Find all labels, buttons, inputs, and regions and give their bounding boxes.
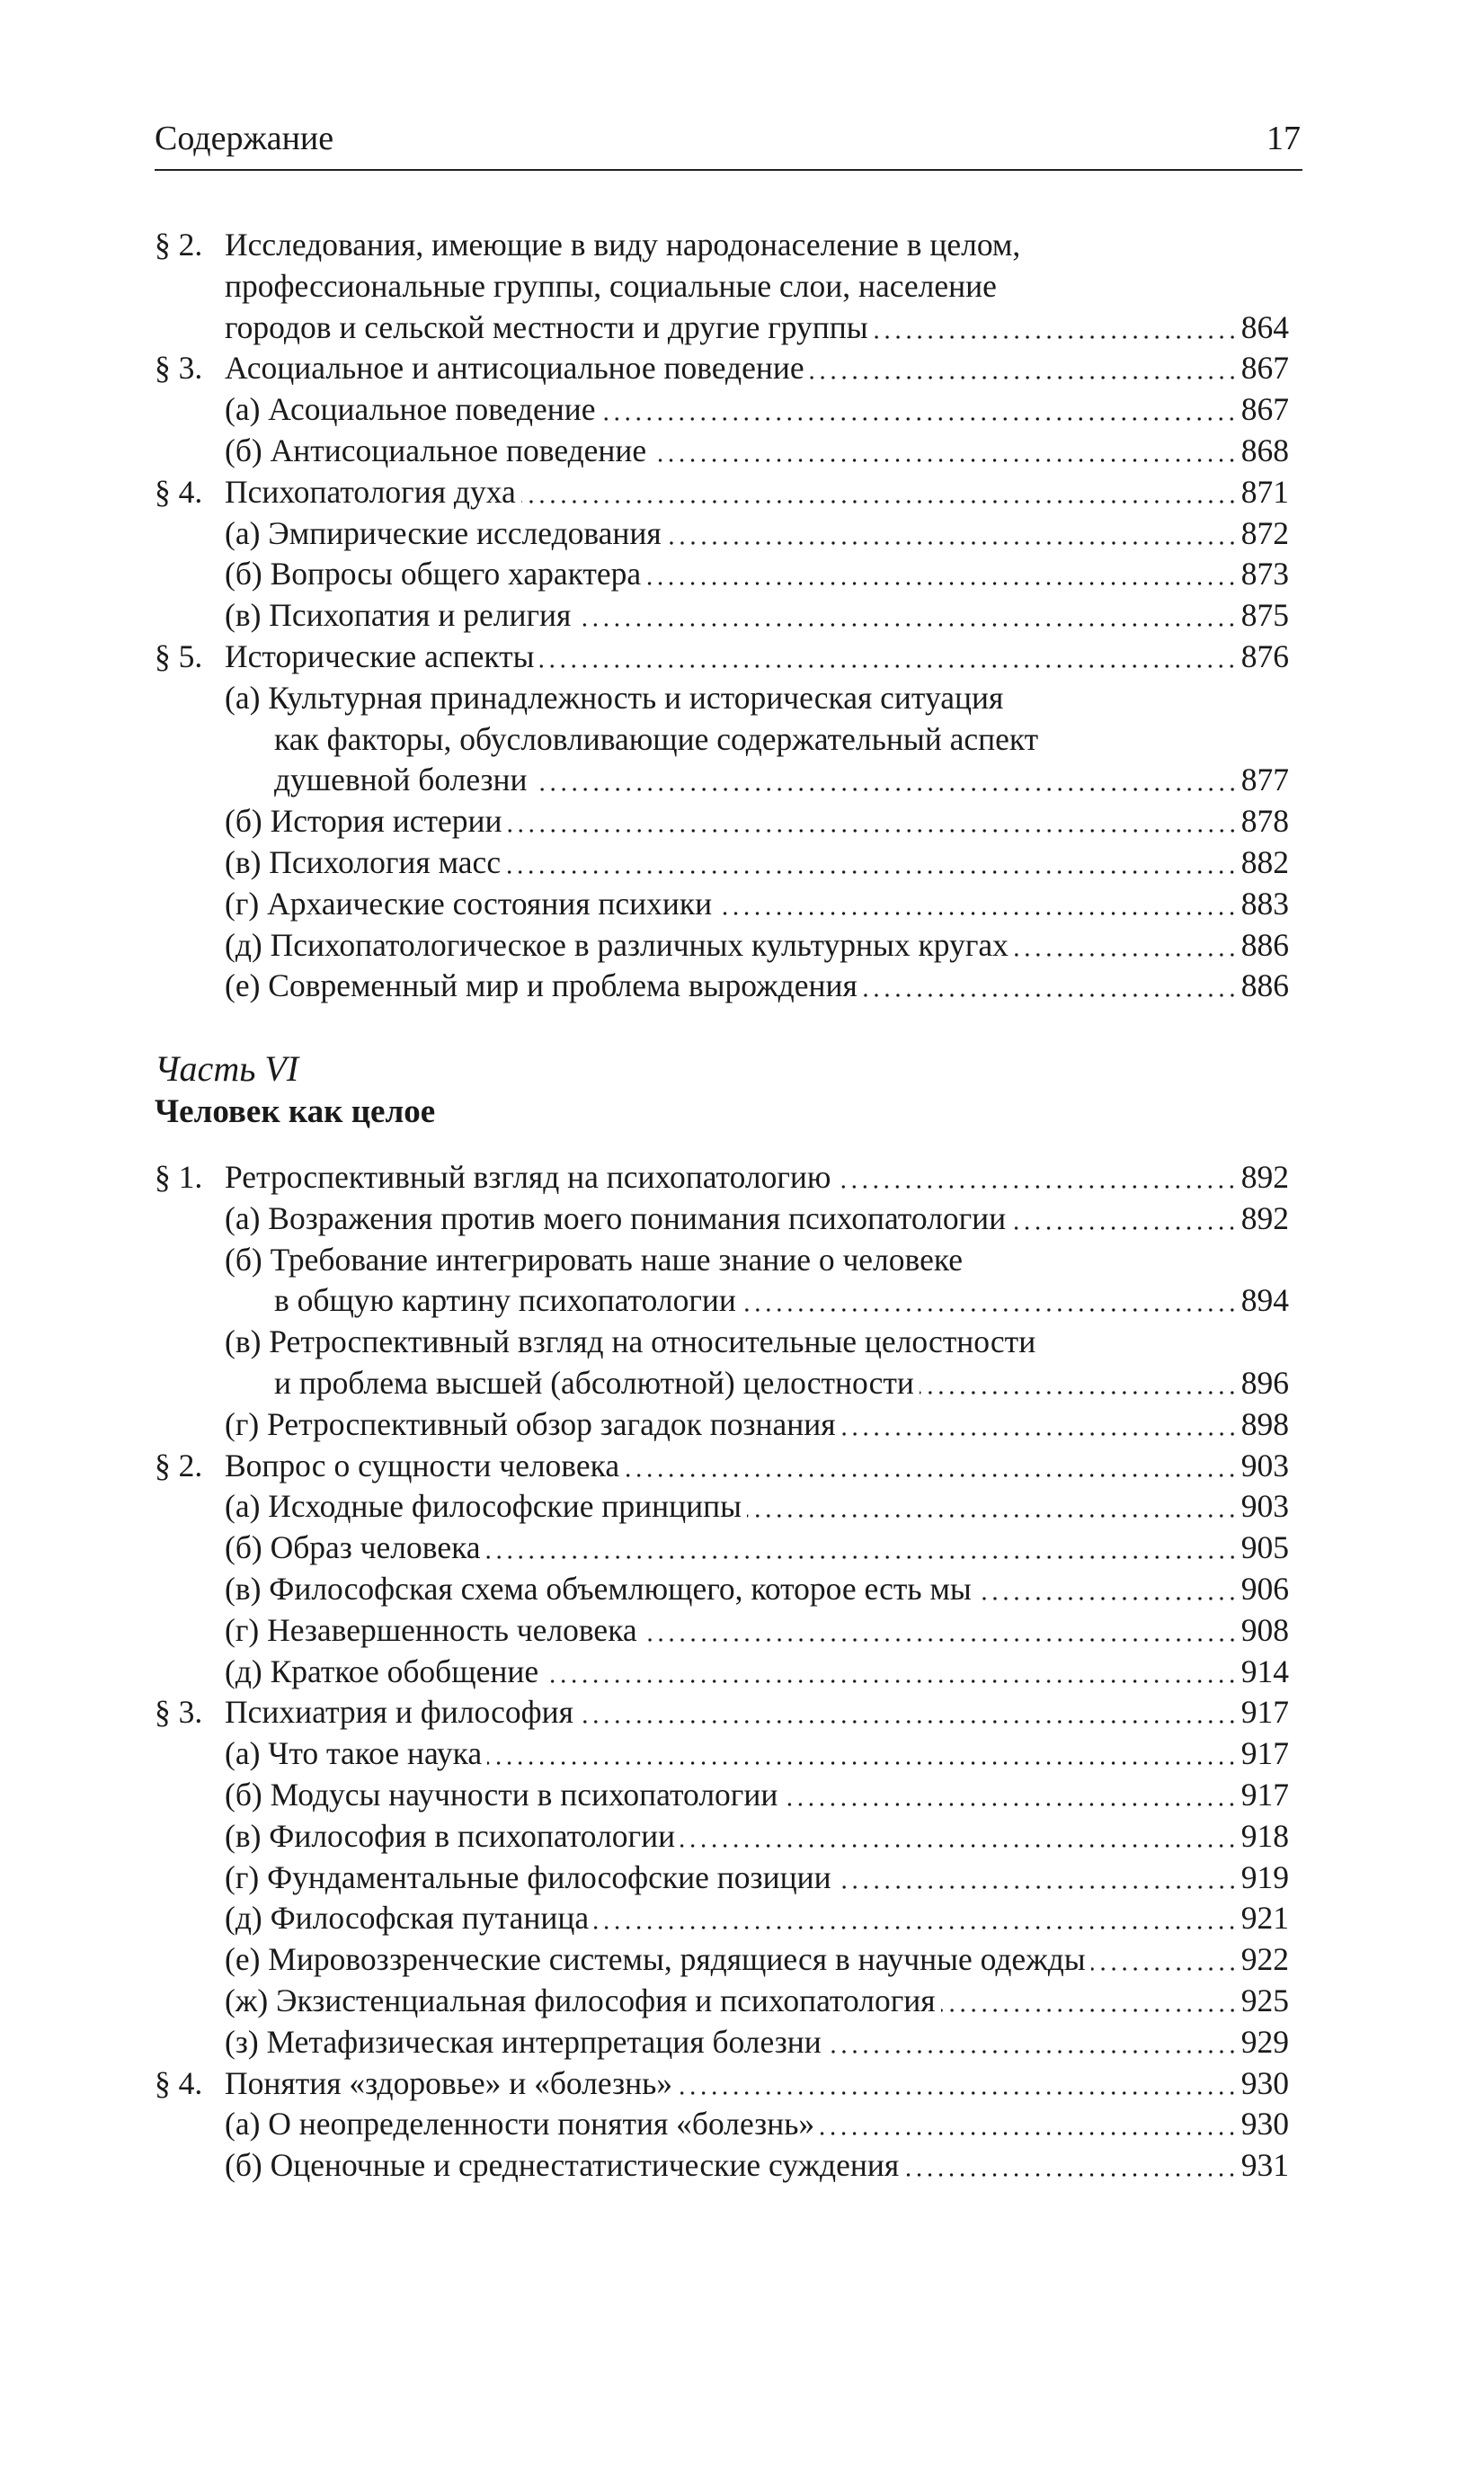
entry-page-number: 878 <box>1240 803 1289 840</box>
toc-subsection-entry[interactable] <box>155 801 1289 842</box>
toc-line <box>155 2022 1289 2063</box>
entry-title: (г) Незавершенность человека <box>225 1611 637 1648</box>
section-number: § 1. <box>155 1159 203 1195</box>
toc-line <box>155 966 1289 1007</box>
toc-line <box>155 678 1289 719</box>
dot-leader <box>600 416 1237 422</box>
toc-subsection-entry[interactable] <box>155 1569 1289 1610</box>
entry-page-number: 864 <box>1240 308 1289 345</box>
toc-line <box>155 1652 1289 1693</box>
entry-page-number: 867 <box>1240 350 1289 387</box>
toc-subsection-entry[interactable] <box>155 1240 1289 1323</box>
toc-line <box>155 2145 1289 2187</box>
toc-section-entry[interactable] <box>155 225 1289 348</box>
dot-leader <box>863 993 1238 998</box>
section-number: § 3. <box>155 350 203 387</box>
toc-line <box>155 2063 1289 2105</box>
entry-page-number: 914 <box>1240 1653 1289 1689</box>
toc-line <box>155 1157 1289 1198</box>
entry-title: (д) Психопатологическое в различных культурных кругах <box>225 926 1009 963</box>
toc-subsection-entry[interactable] <box>155 966 1289 1007</box>
toc-section-entry[interactable] <box>155 1157 1289 1198</box>
entry-page-number: 892 <box>1240 1199 1289 1236</box>
section-number: § 2. <box>155 1447 203 1483</box>
running-title: Содержание <box>155 120 334 157</box>
toc-line <box>155 225 1289 266</box>
toc-line <box>155 472 1289 513</box>
section-number: § 2. <box>155 227 203 263</box>
entry-title: Асоциальное и антисоциальное поведение <box>225 350 804 387</box>
toc-line <box>155 760 1289 801</box>
toc-subsection-entry[interactable] <box>155 595 1289 637</box>
entry-page-number: 867 <box>1240 391 1289 428</box>
entry-page-number: 876 <box>1240 637 1289 674</box>
entry-title: (а) Асоциальное поведение <box>225 391 596 428</box>
entry-title: (в) Психопатия и религия <box>225 597 572 634</box>
dot-leader <box>678 2090 1238 2096</box>
dot-leader <box>1014 952 1238 958</box>
toc-line <box>155 1692 1289 1733</box>
dot-leader <box>579 1719 1238 1724</box>
toc-subsection-entry[interactable] <box>155 1898 1289 1939</box>
toc-line <box>155 431 1289 472</box>
toc-subsection-entry[interactable] <box>155 1652 1289 1693</box>
toc-subsection-entry[interactable] <box>155 1816 1289 1858</box>
entry-title: Вопрос о сущности человека <box>225 1447 620 1483</box>
entry-title: (в) Философская схема объемлющего, которое есть мы <box>225 1570 972 1607</box>
entry-page-number: 875 <box>1240 597 1289 634</box>
toc-subsection-entry[interactable] <box>155 2104 1289 2145</box>
entry-page-number: 908 <box>1240 1611 1289 1648</box>
toc-line <box>155 554 1289 595</box>
dot-leader <box>920 1390 1238 1395</box>
toc-subsection-entry[interactable] <box>155 1939 1289 1981</box>
toc-subsection-entry[interactable] <box>155 554 1289 595</box>
dot-leader <box>487 1760 1238 1766</box>
toc-subsection-entry[interactable] <box>155 1486 1289 1528</box>
entry-page-number: 868 <box>1240 432 1289 468</box>
entry-title: (а) Исходные философские принципы <box>225 1488 742 1525</box>
entry-page-number: 922 <box>1240 1941 1289 1978</box>
toc-line <box>155 2104 1289 2145</box>
toc-section-part-vi <box>155 1157 1289 2187</box>
entry-title: душевной болезни <box>274 762 528 798</box>
entry-title: (г) Ретроспективный обзор загадок познания <box>225 1405 836 1442</box>
dot-leader <box>521 499 1238 504</box>
toc-line <box>155 1898 1289 1939</box>
toc-subsection-entry[interactable] <box>155 1858 1289 1899</box>
dot-leader <box>717 911 1238 916</box>
entry-title: (д) Краткое обобщение <box>225 1653 539 1689</box>
entry-title: (з) Метафизическая интерпретация болезни <box>225 2023 822 2060</box>
entry-page-number: 886 <box>1240 967 1289 1004</box>
toc-line <box>155 389 1289 431</box>
entry-title: (а) Что такое наука <box>225 1735 483 1772</box>
toc-subsection-entry[interactable] <box>155 842 1289 884</box>
toc-section-entry[interactable] <box>155 348 1289 389</box>
dot-leader <box>486 1555 1238 1560</box>
dot-leader <box>810 375 1238 380</box>
toc-line <box>155 925 1289 967</box>
entry-title: (а) О неопределенности понятия «болезнь» <box>225 2106 815 2143</box>
toc-section-entry[interactable] <box>155 1446 1289 1487</box>
dot-leader <box>977 1596 1238 1601</box>
toc-line <box>155 307 1289 349</box>
dot-leader <box>841 1431 1238 1437</box>
dot-leader <box>594 1925 1238 1930</box>
dot-leader <box>646 581 1238 586</box>
toc-subsection-entry[interactable] <box>155 1775 1289 1816</box>
part-title: Человек как целое <box>155 1093 436 1130</box>
entry-page-number: 903 <box>1240 1447 1289 1483</box>
entry-page-number: 918 <box>1240 1817 1289 1854</box>
toc-line <box>155 513 1289 555</box>
toc-subsection-entry[interactable] <box>155 2145 1289 2187</box>
toc-line <box>155 1981 1289 2022</box>
dot-leader <box>533 787 1238 792</box>
entry-title: Исследования, имеющие в виду народонаселение в целом, <box>225 227 1021 263</box>
entry-page-number: 929 <box>1240 2023 1289 2060</box>
entry-page-number: 877 <box>1240 762 1289 798</box>
toc-subsection-entry[interactable] <box>155 1610 1289 1652</box>
entry-title: (в) Философия в психопатологии <box>225 1817 676 1854</box>
toc-section-part-v-continued <box>155 225 1289 1007</box>
entry-page-number: 886 <box>1240 926 1289 963</box>
toc-subsection-entry[interactable] <box>155 513 1289 555</box>
entry-title: как факторы, обусловливающие содержательный аспект <box>274 720 1039 757</box>
entry-page-number: 925 <box>1240 1982 1289 2018</box>
dot-leader <box>539 664 1237 669</box>
entry-title: городов и сельской местности и другие группы <box>225 308 868 345</box>
toc-subsection-entry[interactable] <box>155 431 1289 472</box>
dot-leader <box>820 2131 1238 2136</box>
entry-title: (б) Требование интегрировать наше знание о человеке <box>225 1241 963 1278</box>
dot-leader <box>1091 1966 1238 1972</box>
entry-page-number: 906 <box>1240 1570 1289 1607</box>
toc-line <box>155 1939 1289 1981</box>
dot-leader <box>643 1637 1238 1643</box>
dot-leader <box>874 334 1238 340</box>
dot-leader <box>837 1884 1238 1890</box>
entry-page-number: 872 <box>1240 514 1289 551</box>
toc-line <box>155 1363 1289 1404</box>
toc-line <box>155 1404 1289 1446</box>
toc-line <box>155 1528 1289 1569</box>
toc-subsection-entry[interactable] <box>155 678 1289 801</box>
toc-line <box>155 1733 1289 1775</box>
toc-line <box>155 637 1289 678</box>
page-number: 17 <box>1266 120 1301 157</box>
entry-title: (г) Архаические состояния психики <box>225 885 713 922</box>
entry-page-number: 883 <box>1240 885 1289 922</box>
dot-leader <box>783 1802 1237 1807</box>
entry-title: Психопатология духа <box>225 473 516 510</box>
entry-page-number: 930 <box>1240 2064 1289 2101</box>
entry-title: (б) Антисоциальное поведение <box>225 432 647 468</box>
entry-page-number: 871 <box>1240 473 1289 510</box>
toc-line <box>155 266 1289 307</box>
toc-line <box>155 1569 1289 1610</box>
entry-page-number: 917 <box>1240 1694 1289 1731</box>
toc-line <box>155 1280 1289 1322</box>
dot-leader <box>680 1843 1238 1849</box>
entry-title: (е) Современный мир и проблема вырождения <box>225 967 858 1004</box>
toc-section-entry[interactable] <box>155 2063 1289 2105</box>
toc-line <box>155 1322 1289 1363</box>
page-header <box>155 117 1302 171</box>
entry-page-number: 894 <box>1240 1282 1289 1319</box>
section-number: § 3. <box>155 1694 203 1731</box>
entry-page-number: 898 <box>1240 1405 1289 1442</box>
entry-page-number: 903 <box>1240 1488 1289 1525</box>
toc-line <box>155 1775 1289 1816</box>
entry-title: (в) Ретроспективный взгляд на относительные целостности <box>225 1323 1036 1360</box>
entry-page-number: 921 <box>1240 1900 1289 1937</box>
toc-line <box>155 1240 1289 1281</box>
toc-line <box>155 801 1289 842</box>
entry-page-number: 905 <box>1240 1529 1289 1566</box>
entry-title: (б) Модусы научности в психопатологии <box>225 1776 778 1813</box>
section-number: § 5. <box>155 637 203 674</box>
toc-section-entry[interactable] <box>155 637 1289 678</box>
toc-subsection-entry[interactable] <box>155 1733 1289 1775</box>
entry-page-number: 919 <box>1240 1858 1289 1895</box>
entry-title: (г) Фундаментальные философские позиции <box>225 1858 831 1895</box>
toc-line <box>155 1446 1289 1487</box>
section-number: § 4. <box>155 2064 203 2101</box>
entry-title: (д) Философская путаница <box>225 1900 590 1937</box>
entry-page-number: 931 <box>1240 2147 1289 2184</box>
toc-subsection-entry[interactable] <box>155 2022 1289 2063</box>
toc-line <box>155 1198 1289 1240</box>
entry-title: (б) Вопросы общего характера <box>225 556 642 592</box>
entry-title: (б) История истерии <box>225 803 502 840</box>
entry-title: и проблема высшей (абсолютной) целостности <box>274 1364 914 1401</box>
entry-page-number: 873 <box>1240 556 1289 592</box>
dot-leader <box>742 1307 1238 1313</box>
entry-title: (б) Оценочные и среднестатистические суждения <box>225 2147 900 2184</box>
dot-leader <box>576 622 1237 628</box>
entry-title: Исторические аспекты <box>225 637 535 674</box>
part-label: Часть VI <box>155 1048 299 1089</box>
dot-leader <box>667 540 1238 546</box>
dot-leader <box>506 869 1238 875</box>
toc-line <box>155 842 1289 884</box>
dot-leader <box>652 458 1238 463</box>
section-number: § 4. <box>155 473 203 510</box>
toc-line <box>155 884 1289 925</box>
entry-title: Психиатрия и философия <box>225 1694 573 1731</box>
toc-section-entry[interactable] <box>155 472 1289 513</box>
entry-title: (б) Образ человека <box>225 1529 481 1566</box>
dot-leader <box>904 2172 1238 2178</box>
entry-page-number: 917 <box>1240 1776 1289 1813</box>
entry-title: Понятия «здоровье» и «болезнь» <box>225 2064 673 2101</box>
toc-subsection-entry[interactable] <box>155 925 1289 967</box>
entry-page-number: 917 <box>1240 1735 1289 1772</box>
dot-leader <box>747 1513 1238 1519</box>
entry-title: Ретроспективный взгляд на психопатологию <box>225 1159 831 1195</box>
toc-subsection-entry[interactable] <box>155 1981 1289 2022</box>
entry-page-number: 930 <box>1240 2106 1289 2143</box>
toc-line <box>155 348 1289 389</box>
toc-line <box>155 595 1289 637</box>
dot-leader <box>508 828 1238 833</box>
toc-subsection-entry[interactable] <box>155 1404 1289 1446</box>
entry-title: (в) Психология масс <box>225 843 502 880</box>
toc-line <box>155 1858 1289 1899</box>
dot-leader <box>1011 1225 1238 1231</box>
entry-title: профессиональные группы, социальные слои, население <box>225 267 997 304</box>
toc-line <box>155 719 1289 761</box>
dot-leader <box>827 2049 1238 2054</box>
toc-subsection-entry[interactable] <box>155 1322 1289 1404</box>
toc-subsection-entry[interactable] <box>155 1528 1289 1569</box>
dot-leader <box>625 1473 1238 1478</box>
toc-line <box>155 1486 1289 1528</box>
dot-leader <box>544 1679 1238 1684</box>
toc-section-entry[interactable] <box>155 1692 1289 1733</box>
toc-subsection-entry[interactable] <box>155 389 1289 431</box>
entry-title: (а) Культурная принадлежность и историческая ситуация <box>225 679 1004 716</box>
entry-page-number: 896 <box>1240 1364 1289 1401</box>
toc-line <box>155 1816 1289 1858</box>
entry-title: (а) Возражения против моего понимания психопатологии <box>225 1199 1007 1236</box>
entry-title: в общую картину психопатологии <box>274 1282 736 1319</box>
entry-title: (е) Мировоззренческие системы, рядящиеся в научные одежды <box>225 1941 1086 1978</box>
toc-subsection-entry[interactable] <box>155 1198 1289 1240</box>
entry-title: (а) Эмпирические исследования <box>225 514 662 551</box>
dot-leader <box>941 2008 1238 2013</box>
entry-page-number: 882 <box>1240 843 1289 880</box>
toc-subsection-entry[interactable] <box>155 884 1289 925</box>
entry-page-number: 892 <box>1240 1159 1289 1195</box>
entry-title: (ж) Экзистенциальная философия и психопатология <box>225 1982 936 2018</box>
toc-line <box>155 1610 1289 1652</box>
dot-leader <box>836 1184 1237 1189</box>
